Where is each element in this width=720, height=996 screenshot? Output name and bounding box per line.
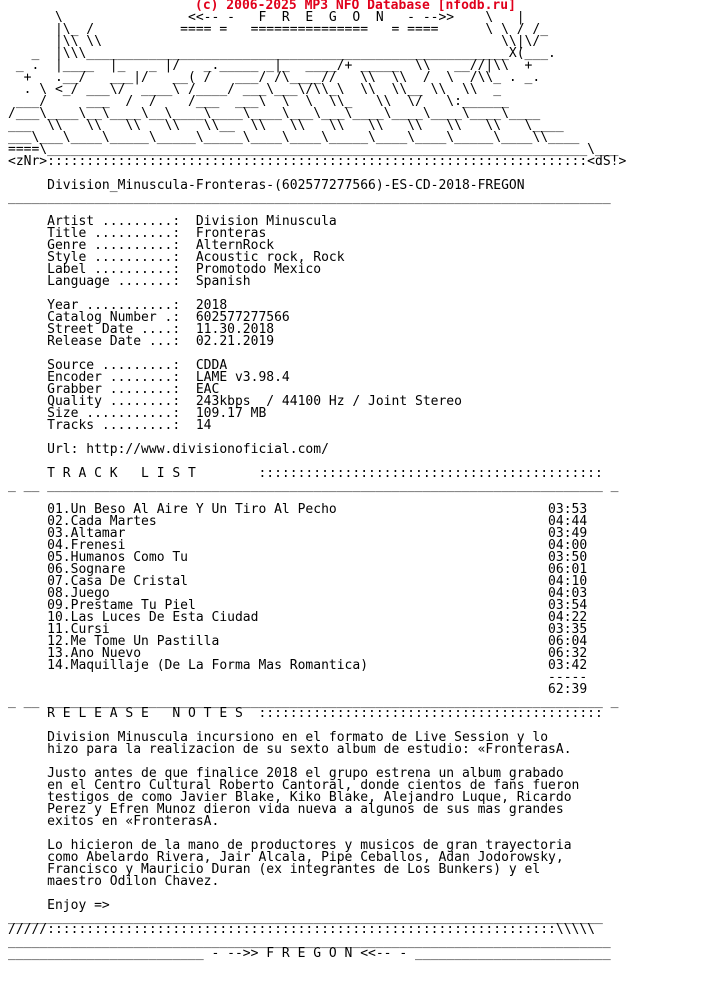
nfo-line: 08.Juego 04:03 — [8, 586, 588, 601]
nfo-line: exitos en «FronterasA. — [8, 814, 220, 829]
nfo-line: 01.Un Beso Al Aire Y Un Tiro Al Pecho 03:53 — [8, 502, 588, 517]
nfo-line: Lo hicieron de la mano de productores y musicos de gran trayectoria — [8, 838, 572, 853]
nfo-line: 10.Las Luces De Esta Ciudad 04:22 — [8, 610, 588, 625]
nfo-line: ___/ ___ / / /___ ___\ \ \ \\_ \\ \/ \:______ — [8, 94, 509, 109]
nfo-line: Division Minuscula incursiono en el formato de Live Session y lo — [8, 730, 549, 745]
nfo-line: \ <<-- - F R E G O N - -->> \ | — [8, 10, 525, 25]
nfo-line: 03.Altamar 03:49 — [8, 526, 588, 541]
nfo-line: + .__/ ___|/ __( / ___/ /\____// \\ \\ / \ /\\_ . _. — [8, 70, 541, 85]
nfo-line: Source .........: CDDA — [8, 358, 228, 373]
nfo-line: Quality ........: 243kbps / 44100 Hz / Joint Stereo — [8, 394, 462, 409]
nfo-line: Title ..........: Fronteras — [8, 226, 267, 241]
nfo-line: Division_Minuscula-Fronteras-(602577277566)-ES-CD-2018-FREGON — [8, 178, 525, 193]
nfo-line: 13.Ano Nuevo 06:32 — [8, 646, 588, 661]
nfo-line: 12.Me Tome Un Pastilla 06:04 — [8, 634, 588, 649]
nfo-line: Francisco y Mauricio Duran (ex integrantes de Los Bunkers) y el — [8, 862, 541, 877]
nfo-line: ----- — [8, 670, 588, 685]
nfo-line: 04.Frenesi 04:00 — [8, 538, 588, 553]
nfo-line: Size ...........: 109.17 MB — [8, 406, 267, 421]
nfo-line: /////:::::::::::::::::::::::::::::::::::::::::::::::::::::::::::::::::\\\\\ — [8, 922, 595, 937]
nfo-line: 02.Cada Martes 04:44 — [8, 514, 588, 529]
nfo-line: _ __ _______________________________________________________________________ _ — [8, 478, 619, 493]
nfo-line: Language .......: Spanish — [8, 274, 251, 289]
nfo-line: Street Date ....: 11.30.2018 — [8, 322, 275, 337]
nfo-line: Artist .........: Division Minuscula — [8, 214, 337, 229]
nfo-line: _ |\\\______________________________________________________X(___. — [8, 46, 556, 61]
nfo-line: 14.Maquillaje (De La Forma Mas Romantica) 03:42 — [8, 658, 588, 673]
nfo-line: |\\ \\ \\|\/ — [8, 34, 541, 49]
nfo-line: Genre ..........: AlternRock — [8, 238, 275, 253]
copyright-banner: (c) 2006-2025 MP3 NFO Database [nfodb.ru] — [195, 0, 516, 13]
nfo-line: 06.Sognare 06:01 — [8, 562, 588, 577]
nfo-line: Encoder ........: LAME v3.98.4 — [8, 370, 290, 385]
nfo-line: testigos de como Javier Blake, Kiko Blake, Alejandro Luque, Ricardo — [8, 790, 572, 805]
nfo-line: en el Centro Cultural Roberto Cantoral, donde cientos de fans fueron — [8, 778, 580, 793]
nfo-line: ====\_____________________________________________________________________\___ — [8, 142, 619, 157]
nfo-line: _ . |____ |_ _ |/ _._____ _|_ ____/+ _____ \\ __//|\\ + — [8, 58, 533, 73]
nfo-line: T R A C K L I S T :::::::::::::::::::::::::::::::::::::::::::: — [8, 466, 603, 481]
nfo-line: _________________________ - -->> F R E G O N <<-- - _________________________ — [8, 946, 611, 961]
nfo-line: Tracks .........: 14 — [8, 418, 212, 433]
nfo-line: ___ \\ \\ \\ \\ \\__ \\ \\ \\ \\ \\ \\ \\ \____ — [8, 118, 564, 133]
nfo-line: _____________________________________________________________________________ — [8, 934, 611, 949]
nfo-line: 11.Cursi 03:35 — [8, 622, 588, 637]
nfo-line: <zNr>:::::::::::::::::::::::::::::::::::::::::::::::::::::::::::::::::::::<dS!> — [8, 154, 627, 169]
nfo-line: Release Date ...: 02.21.2019 — [8, 334, 275, 349]
nfo-line: Url: http://www.divisionoficial.com/ — [8, 442, 329, 457]
nfo-line: Year ...........: 2018 — [8, 298, 228, 313]
nfo-line: /___\____\__\____\__\____\____\____\___\___\____\____\____\____\____ — [8, 106, 541, 121]
nfo-line: Grabber ........: EAC — [8, 382, 220, 397]
nfo-line: |\_ / ==== = =============== = ==== \ \ / /_ — [8, 22, 549, 37]
nfo-line: . \ <_/ ___\/ ____\ /____/ ___\___\/\\_\ \\ \\__ \\ \\ _ — [8, 82, 502, 97]
nfo-line: R E L E A S E N O T E S :::::::::::::::::::::::::::::::::::::::::::: — [8, 706, 603, 721]
nfo-line: 05.Humanos Como Tu 03:50 — [8, 550, 588, 565]
nfo-line: ___\___\____\_____\_____\_____\____\____\_____\____\____\_____\____\\____ — [8, 130, 580, 145]
nfo-line: Label ..........: Promotodo Mexico — [8, 262, 322, 277]
nfo-line: ____________________________________________________________________________ — [8, 910, 603, 925]
nfo-line: Enjoy => — [8, 898, 110, 913]
nfo-line: _____________________________________________________________________________ — [8, 190, 611, 205]
nfo-line: _ __ _______________________________________________________________________ _ — [8, 694, 619, 709]
nfo-line: Justo antes de que finalice 2018 el grupo estrena un album grabado — [8, 766, 564, 781]
nfo-line: 07.Casa De Cristal 04:10 — [8, 574, 588, 589]
nfo-line: Style ..........: Acoustic rock, Rock — [8, 250, 345, 265]
nfo-line: Perez y Efren Munoz dieron vida nueva a algunos de sus mas grandes — [8, 802, 564, 817]
nfo-line: maestro Odilon Chavez. — [8, 874, 220, 889]
nfo-line: 62:39 — [8, 682, 588, 697]
nfo-line: Catalog Number .: 602577277566 — [8, 310, 290, 325]
nfo-line: 09.Prestame Tu Piel 03:54 — [8, 598, 588, 613]
nfo-line: hizo para la realizacion de su sexto album de estudio: «FronterasA. — [8, 742, 572, 757]
nfo-line: como Abelardo Rivera, Jair Alcala, Pipe Ceballos, Adan Jodorowsky, — [8, 850, 564, 865]
